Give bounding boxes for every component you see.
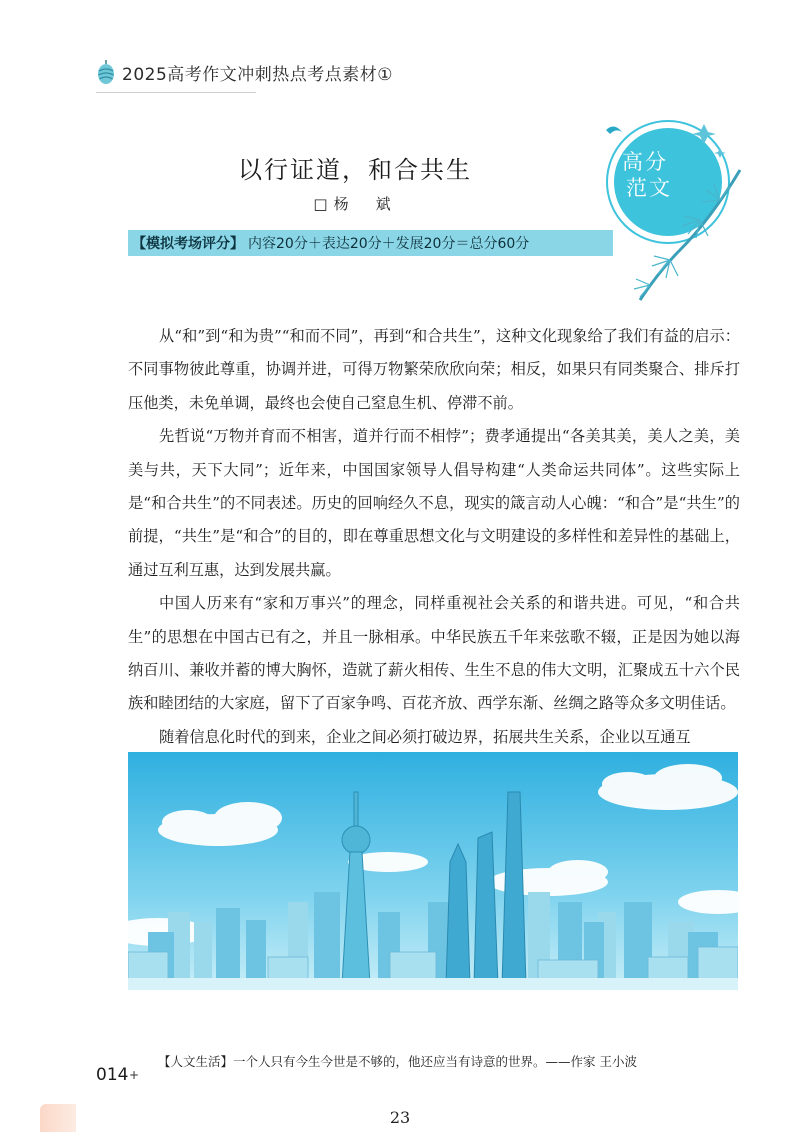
paragraph: 先哲说“万物并育而不相害，道并行而不相悖”；费孝通提出“各美其美，美人之美，美美与共，天下大同”；近年来，中国国家领导人倡导构建“人类命运共同体”。这些实际上是“和合共生”的不同表述。历史的回响经久不息，现实的箴言动人心魄：“和合”是“共生”的前提，“共生”是“和合”的目的，即在尊重思想文化与文明建设的多样性和差异性的基础上，通过互利互惠，达到发展共赢。 — [128, 427, 740, 579]
score-label: 【模拟考场评分】 — [132, 236, 244, 252]
paragraph: 从“和”到“和为贵”“和而不同”，再到“和合共生”，这种文化现象给了我们有益的启示：不同事物彼此尊重，协调并进，可得万物繁荣欣欣向荣；相反，如果只有同类聚合、排斥打压他类，未免单调，最终也会使自己窒息生机、停滞不前。 — [128, 327, 740, 412]
page-number-bottom: 23 — [389, 1108, 411, 1127]
swallow-icon — [606, 126, 622, 134]
header-rule — [96, 92, 256, 93]
jin-mao-tower — [446, 844, 470, 984]
article-title: 以行证道，和合共生 — [238, 156, 472, 184]
plus-icon: + — [129, 1068, 140, 1082]
badge-label-top: 高分 — [622, 150, 668, 174]
badge-label-bottom: 范文 — [626, 176, 672, 200]
shanghai-skyline-illustration — [128, 752, 738, 990]
paragraph: 中国人历来有“家和万事兴”的理念，同样重视社会关系的和谐共进。可见，“和合共生”的思想在中国古已有之，并且一脉相承。中华民族五千年来弦歌不辍，正是因为她以海纳百川、兼收并蓄的博大胸怀，造就了薪火相传、生生不息的伟大文明，汇聚成五十六个民族和睦团结的大家庭，留下了百家争鸣、百花齐放、西学东渐、丝绸之路等众多文明佳话。 — [128, 594, 740, 713]
score-text: 内容20分＋表达20分＋发展20分＝总分60分 — [248, 236, 530, 252]
score-bar — [128, 230, 613, 256]
footer-quote: 【人文生活】一个人只有今生今世是不够的，他还应当有诗意的世界。——作家 王小波 — [158, 1054, 637, 1069]
running-header — [96, 52, 393, 92]
paragraph: 随着信息化时代的到来，企业之间必须打破边界，拓展共生关系，企业以互通互 — [159, 727, 691, 746]
page-number-left: 014 — [96, 1065, 129, 1085]
article-body — [128, 320, 740, 754]
header-title: 2025高考作文冲刺热点考点素材① — [122, 64, 394, 85]
pinecone-icon — [96, 59, 116, 85]
article-author: □杨 斌 — [313, 195, 397, 213]
